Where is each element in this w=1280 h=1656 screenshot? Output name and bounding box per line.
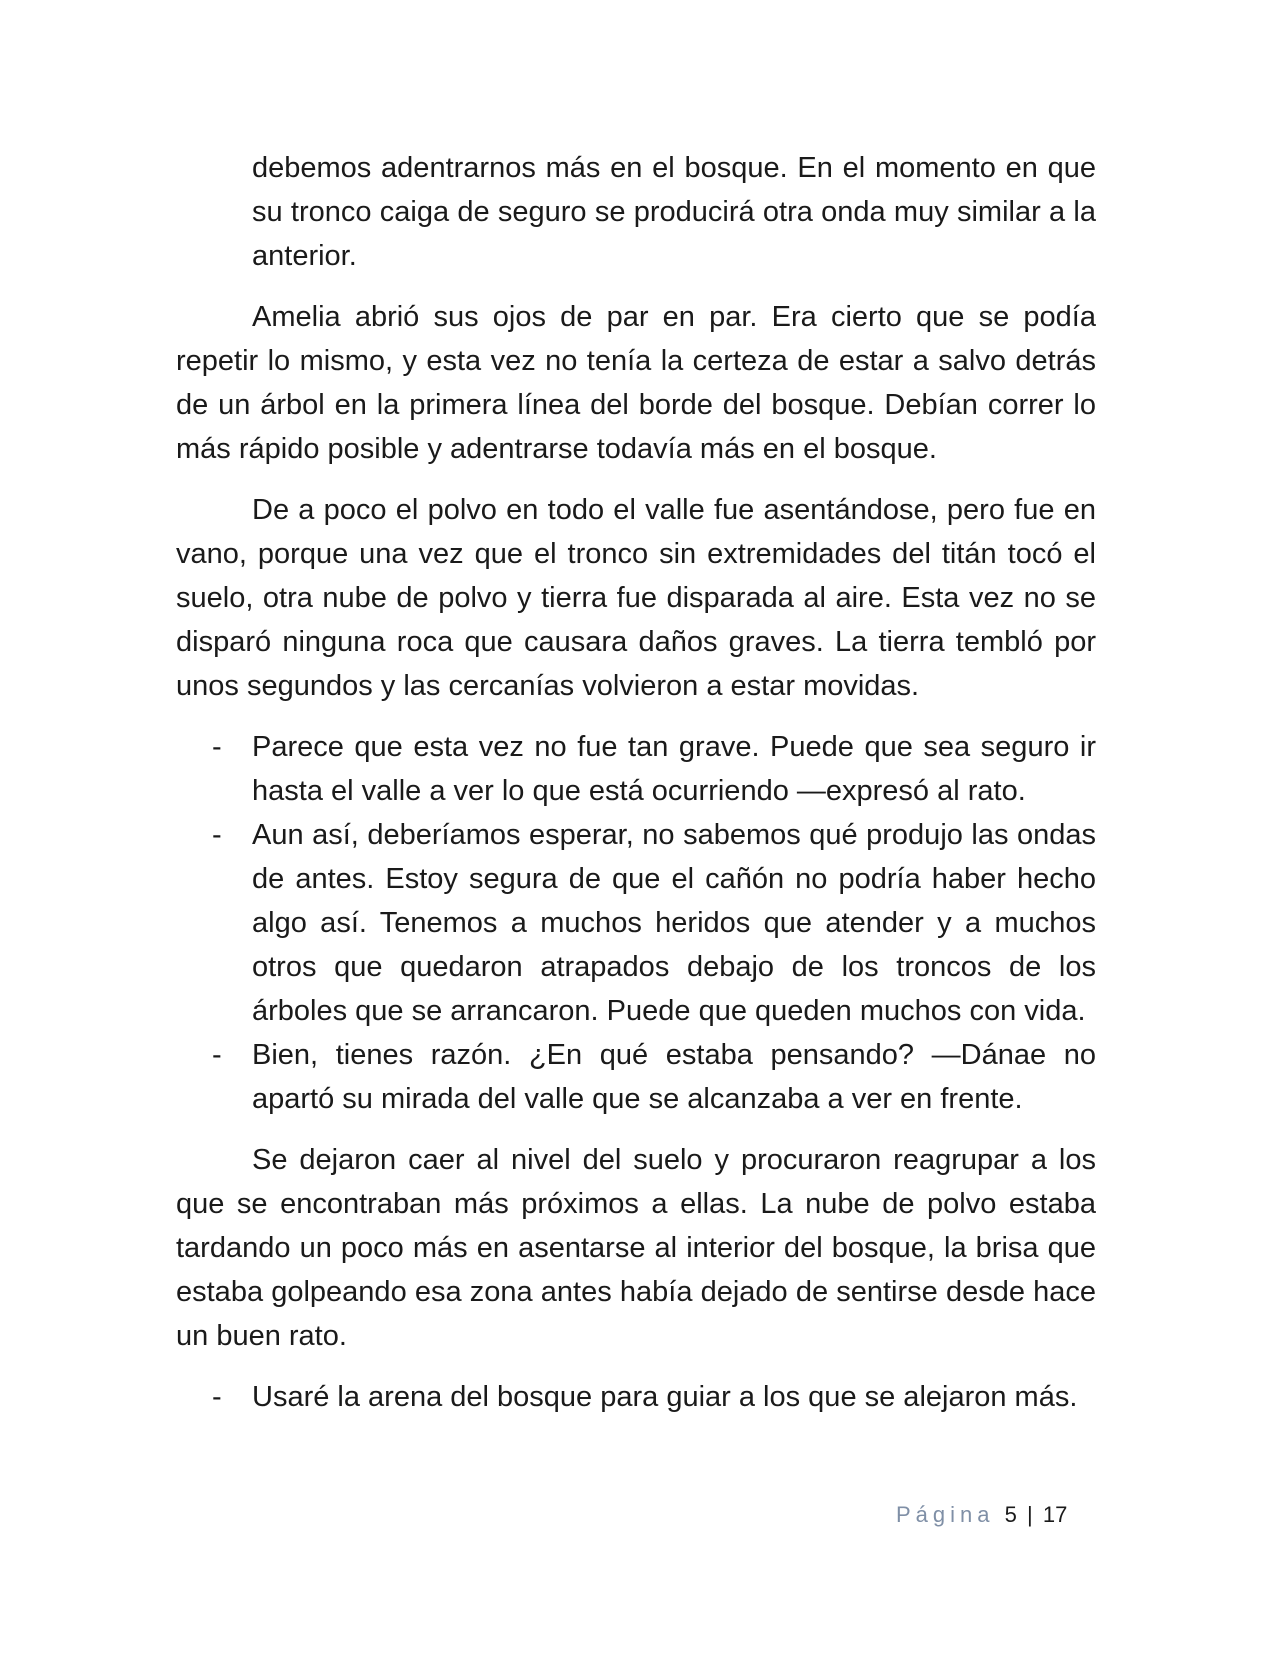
dialogue-line	[176, 725, 1096, 813]
dialogue-dash: -	[212, 1381, 222, 1413]
paragraph-continuation: debemos adentrarnos más en el bosque. En el momento en que su tronco caiga de seguro se producirá otra onda muy similar a la anterior.	[252, 152, 1096, 272]
page-total: 17	[1042, 1502, 1068, 1527]
dialogue-dash: -	[212, 731, 222, 763]
dialogue-line	[176, 1033, 1096, 1121]
paragraph: Amelia abrió sus ojos de par en par. Era cierto que se podía repetir lo mismo, y esta vez no tenía la certeza de estar a salvo detrás de un árbol en la primera línea del borde del bosque. Debían correr lo más rápido posible y adentrarse todavía más en el bosque.	[176, 301, 1096, 465]
paragraph: De a poco el polvo en todo el valle fue asentándose, pero fue en vano, porque una vez que el tronco sin extremidades del titán tocó el suelo, otra nube de polvo y tierra fue disparada al aire. Esta vez no se disparó ninguna roca que causara daños graves. La tierra tembló por unos segundos y las cercanías volvieron a estar movidas.	[176, 494, 1096, 702]
page-number: 5	[1004, 1502, 1017, 1527]
page-separator: |	[1027, 1502, 1033, 1527]
dialogue-line	[176, 1375, 1096, 1419]
dialogue-dash: -	[212, 1039, 222, 1071]
paragraph: Se dejaron caer al nivel del suelo y procuraron reagrupar a los que se encontraban más próximos a ellas. La nube de polvo estaba tardando un poco más en asentarse al interior del bosque, la brisa que estaba golpeando esa zona antes había dejado de sentirse desde hace un buen rato.	[176, 1144, 1096, 1352]
page-footer	[896, 1500, 1067, 1530]
dialogue-dash: -	[212, 819, 222, 851]
dialogue-list	[176, 725, 1096, 1121]
dialogue-line	[176, 813, 1096, 1033]
dialogue-text: Usaré la arena del bosque para guiar a los que se alejaron más.	[252, 1381, 1078, 1413]
dialogue-text: Parece que esta vez no fue tan grave. Puede que sea seguro ir hasta el valle a ver lo que está ocurriendo —expresó al rato.	[252, 731, 1096, 807]
dialogue-list	[176, 1375, 1096, 1419]
document-page	[176, 146, 1096, 1436]
dialogue-text: Aun así, deberíamos esperar, no sabemos qué produjo las ondas de antes. Estoy segura de que el cañón no podría haber hecho algo así. Tenemos a muchos heridos que atender y a muchos otros que quedaron atrapados debajo de los troncos de los árboles que se arrancaron. Puede que queden muchos con vida.	[252, 819, 1096, 1027]
page-label: Página	[896, 1502, 995, 1527]
dialogue-text: Bien, tienes razón. ¿En qué estaba pensando? —Dánae no apartó su mirada del valle que se alcanzaba a ver en frente.	[252, 1039, 1096, 1115]
